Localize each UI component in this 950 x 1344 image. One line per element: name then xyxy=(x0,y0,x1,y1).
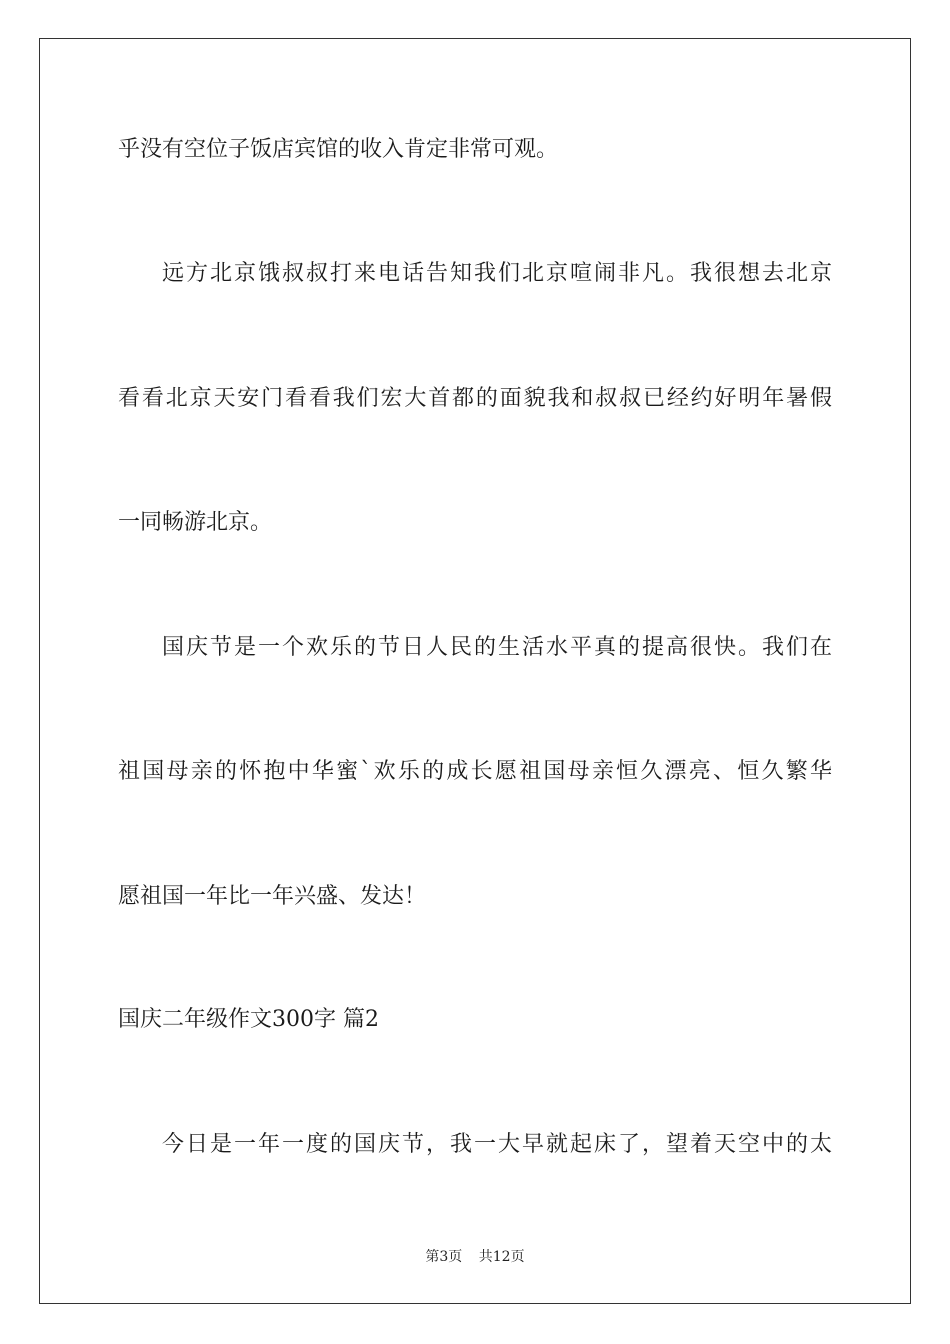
text-line: 远方北京饿叔叔打来电话告知我们北京喧闹非凡。我很想去北京 xyxy=(162,261,832,286)
text-line: 乎没有空位子饭店宾馆的收入肯定非常可观。 xyxy=(118,137,559,162)
page-number: 第3页 xyxy=(425,1249,463,1265)
text-line: 一同畅游北京。 xyxy=(118,510,273,535)
text-line: 国庆节是一个欢乐的节日人民的生活水平真的提高很快。我们在 xyxy=(162,635,832,660)
page-border xyxy=(39,38,911,1304)
page-footer xyxy=(0,1247,950,1267)
text-line: 祖国母亲的怀抱中华蜜`欢乐的成长愿祖国母亲恒久漂亮、恒久繁华 xyxy=(118,759,832,784)
section-heading: 国庆二年级作文300字 篇2 xyxy=(118,1007,379,1032)
text-line: 愿祖国一年比一年兴盛、发达！ xyxy=(118,884,427,909)
text-line: 看看北京天安门看看我们宏大首都的面貌我和叔叔已经约好明年暑假 xyxy=(118,386,832,411)
page-total: 共12页 xyxy=(478,1249,525,1265)
text-line: 今日是一年一度的国庆节，我一大早就起床了，望着天空中的太 xyxy=(162,1132,832,1157)
